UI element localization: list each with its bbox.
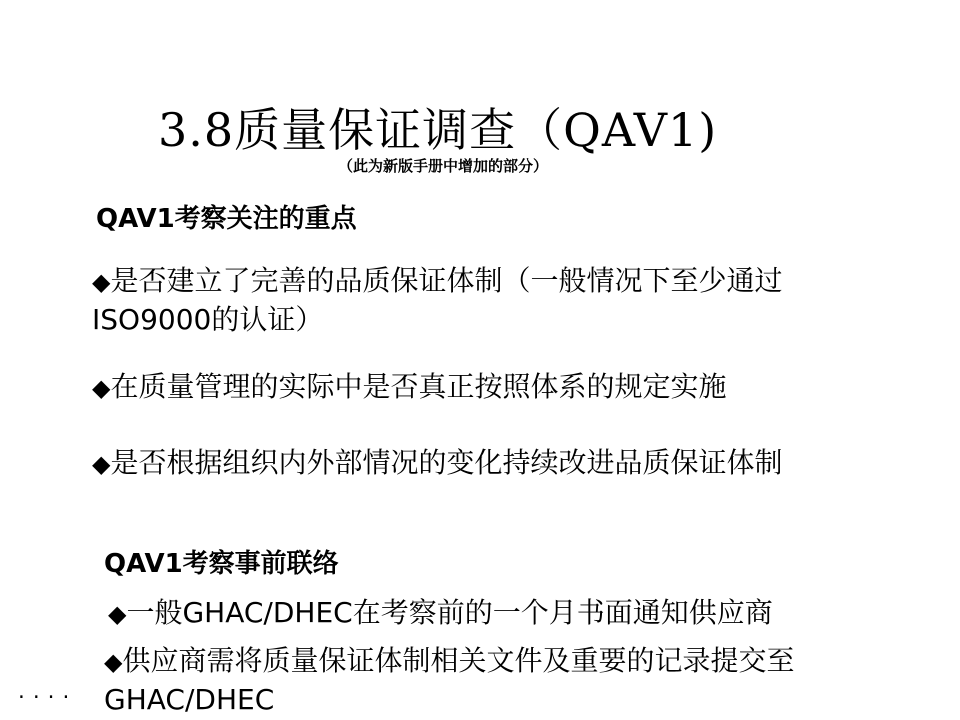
bullet-item <box>108 594 868 633</box>
bullet-item <box>92 368 852 407</box>
slide-title: 3.8质量保证调查（QAV1) <box>158 103 718 157</box>
bullet-text: 一般GHAC/DHEC在考察前的一个月书面通知供应商 <box>126 596 773 629</box>
diamond-bullet-icon: ◆ <box>108 600 127 628</box>
diamond-bullet-icon: ◆ <box>92 450 111 478</box>
section-heading-focus: QAV1考察关注的重点 <box>96 204 357 234</box>
bullet-text: 是否建立了完善的品质保证体制（一般情况下至少通过ISO9000的认证） <box>92 264 783 336</box>
bullet-item <box>92 262 812 339</box>
footer-dots: .... <box>16 682 76 703</box>
bullet-text: 在质量管理的实际中是否真正按照体系的规定实施 <box>110 370 727 403</box>
diamond-bullet-icon: ◆ <box>104 648 123 676</box>
bullet-text: 供应商需将质量保证体制相关文件及重要的记录提交至GHAC/DHEC <box>104 644 795 716</box>
bullet-item <box>104 642 864 719</box>
bullet-item <box>92 444 852 483</box>
bullet-text: 是否根据组织内外部情况的变化持续改进品质保证体制 <box>110 446 783 479</box>
slide-subtitle: （此为新版手册中增加的部分） <box>338 157 549 175</box>
diamond-bullet-icon: ◆ <box>92 374 111 402</box>
section-heading-contact: QAV1考察事前联络 <box>104 549 339 579</box>
diamond-bullet-icon: ◆ <box>92 268 111 296</box>
